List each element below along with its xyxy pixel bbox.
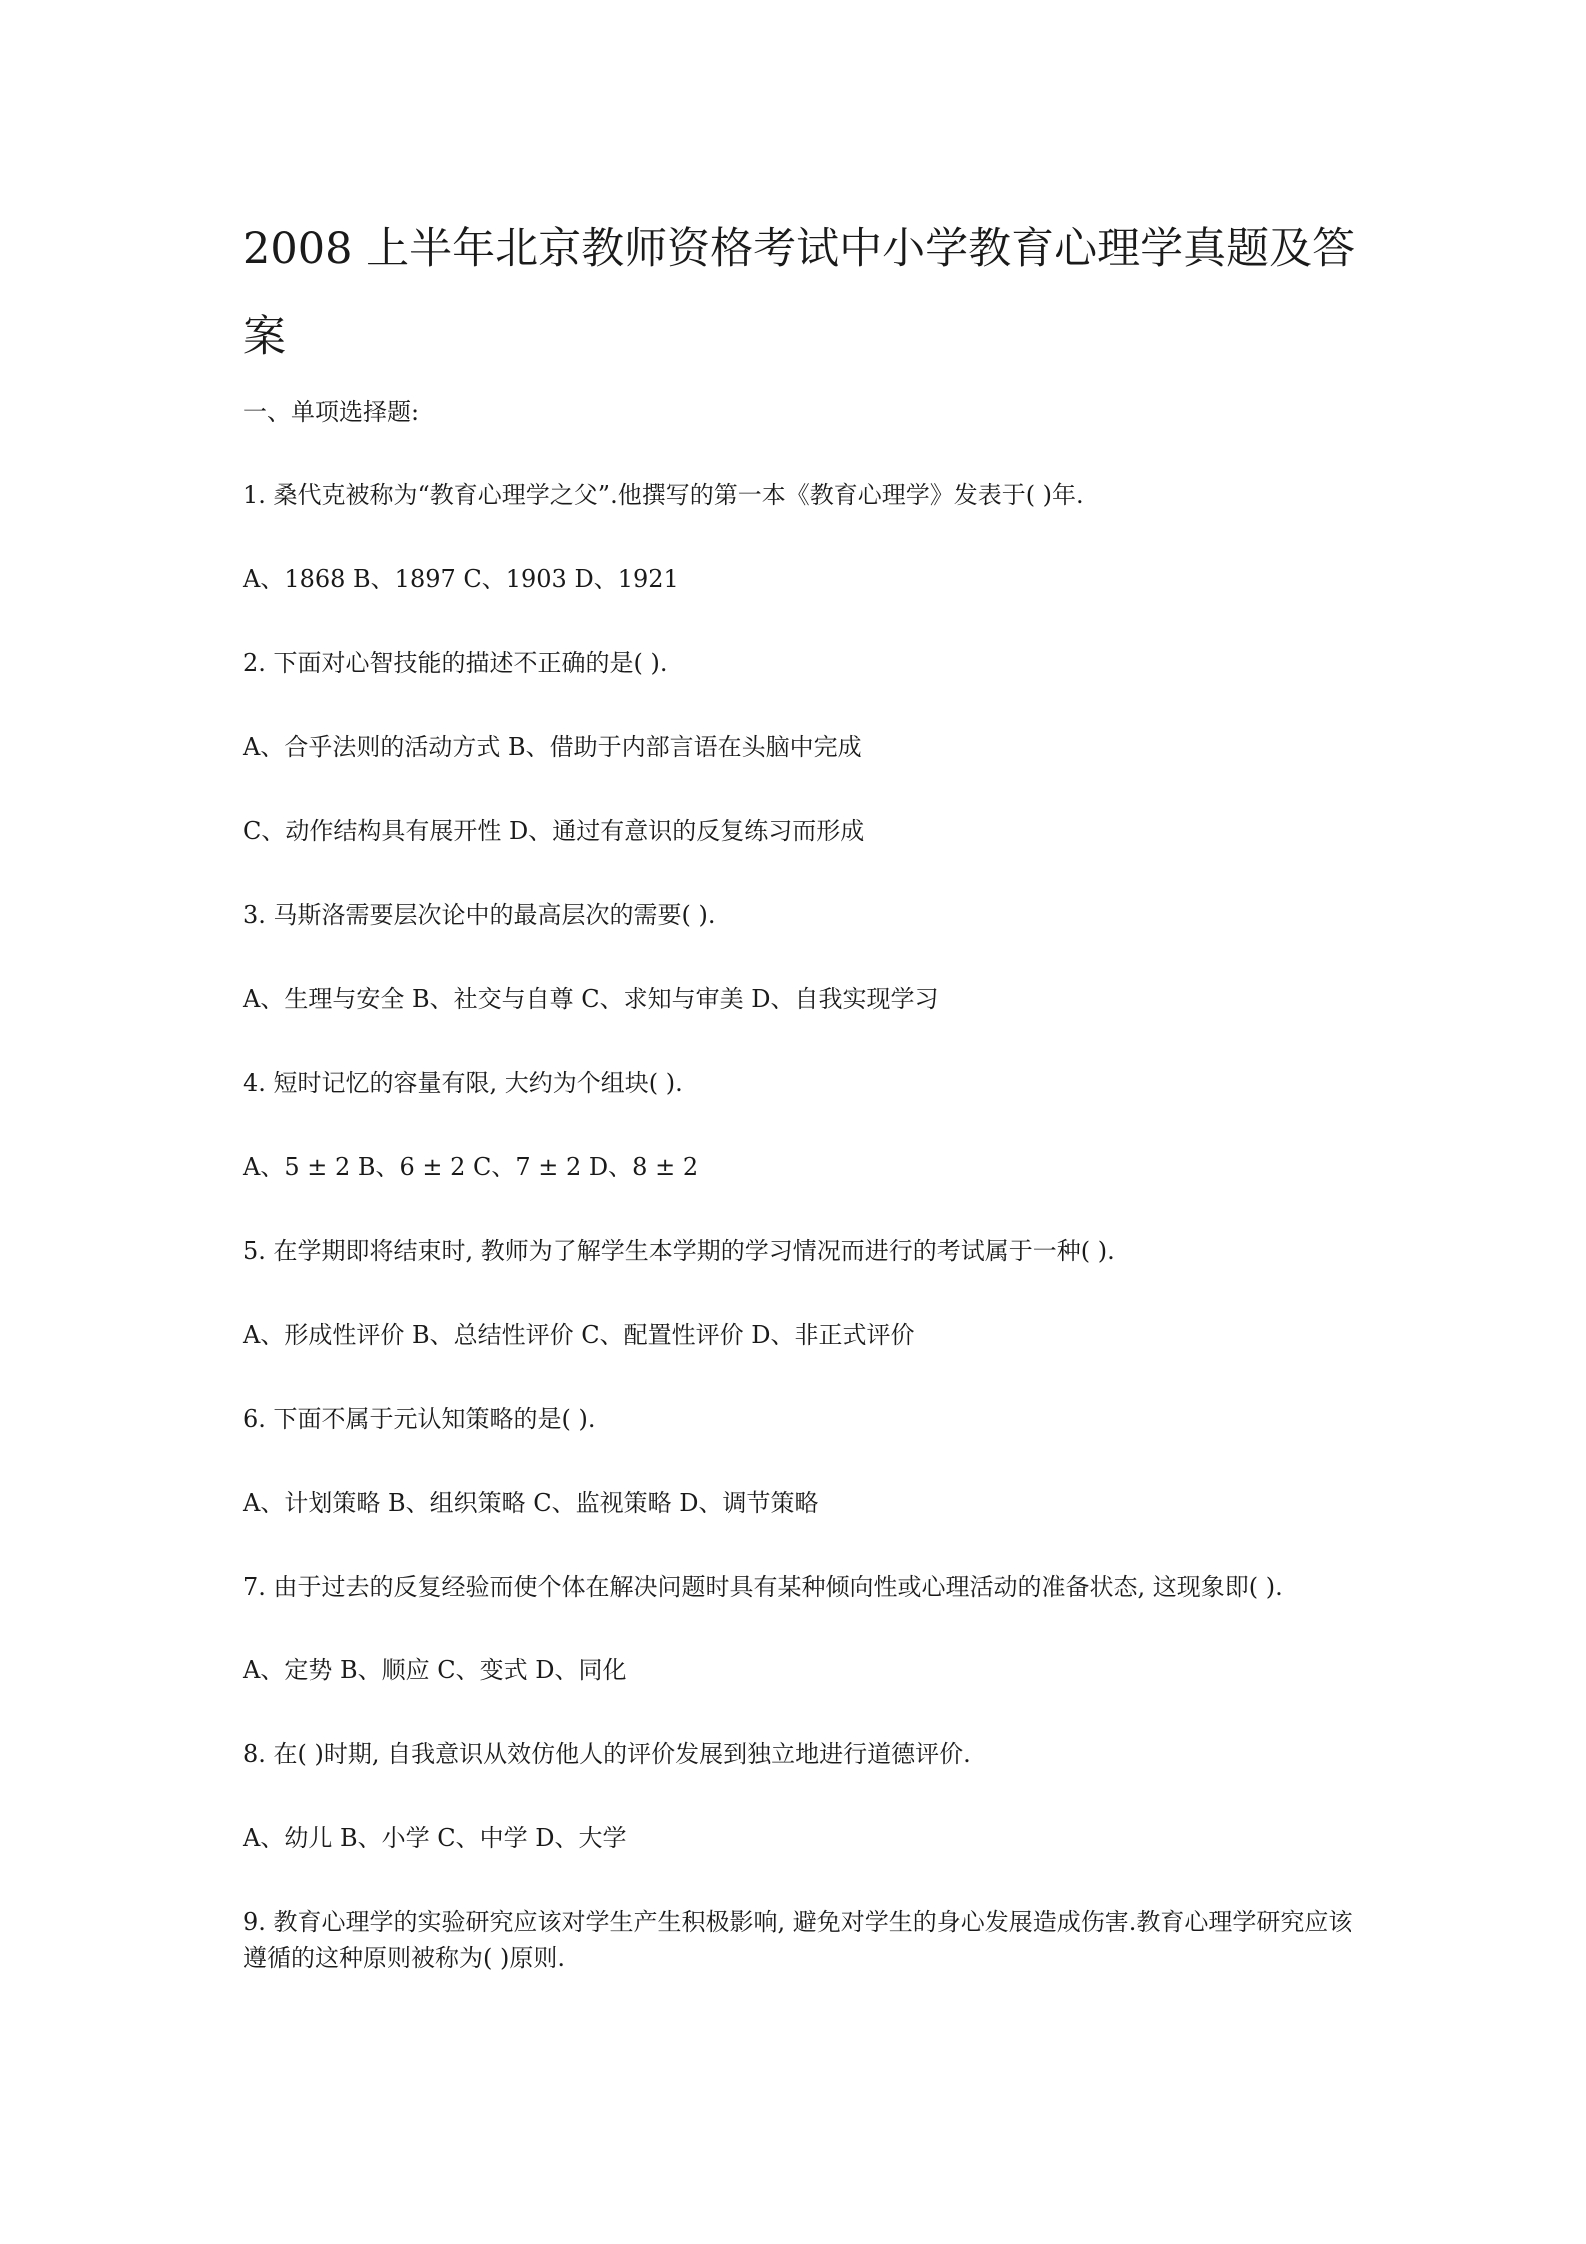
question-2-options-cd: C、动作结构具有展开性 D、通过有意识的反复练习而形成 — [243, 817, 865, 845]
question-9: 9. 教育心理学的实验研究应该对学生产生积极影响, 避免对学生的身心发展造成伤害.教育心理学研究应该遵循的这种原则被称为( )原则. — [243, 1908, 1353, 1972]
question-1-options: A、1868 B、1897 C、1903 D、1921 — [243, 565, 679, 593]
document-page — [243, 205, 1363, 1976]
document-title: 2008 上半年北京教师资格考试中小学教育心理学真题及答案 — [243, 224, 1356, 362]
question-5-options: A、形成性评价 B、总结性评价 C、配置性评价 D、非正式评价 — [243, 1321, 915, 1349]
section-heading: 一、单项选择题: — [243, 398, 420, 426]
question-5: 5. 在学期即将结束时, 教师为了解学生本学期的学习情况而进行的考试属于一种( ). — [243, 1237, 1115, 1265]
question-6-options: A、计划策略 B、组织策略 C、监视策略 D、调节策略 — [243, 1489, 819, 1517]
question-4-options: A、5 ± 2 B、6 ± 2 C、7 ± 2 D、8 ± 2 — [243, 1153, 699, 1181]
question-7-options: A、定势 B、顺应 C、变式 D、同化 — [243, 1656, 627, 1684]
question-3: 3. 马斯洛需要层次论中的最高层次的需要( ). — [243, 901, 716, 929]
question-3-options: A、生理与安全 B、社交与自尊 C、求知与审美 D、自我实现学习 — [243, 985, 939, 1013]
question-6: 6. 下面不属于元认知策略的是( ). — [243, 1405, 596, 1433]
question-8-options: A、幼儿 B、小学 C、中学 D、大学 — [243, 1824, 627, 1852]
question-2: 2. 下面对心智技能的描述不正确的是( ). — [243, 649, 668, 677]
question-4: 4. 短时记忆的容量有限, 大约为个组块( ). — [243, 1069, 683, 1097]
question-8: 8. 在( )时期, 自我意识从效仿他人的评价发展到独立地进行道德评价. — [243, 1740, 971, 1768]
question-1: 1. 桑代克被称为“教育心理学之父”.他撰写的第一本《教育心理学》发表于( )年. — [243, 481, 1084, 509]
question-7: 7. 由于过去的反复经验而使个体在解决问题时具有某种倾向性或心理活动的准备状态, 这现象即( ). — [243, 1573, 1283, 1601]
question-2-options-ab: A、合乎法则的活动方式 B、借助于内部言语在头脑中完成 — [243, 733, 862, 761]
